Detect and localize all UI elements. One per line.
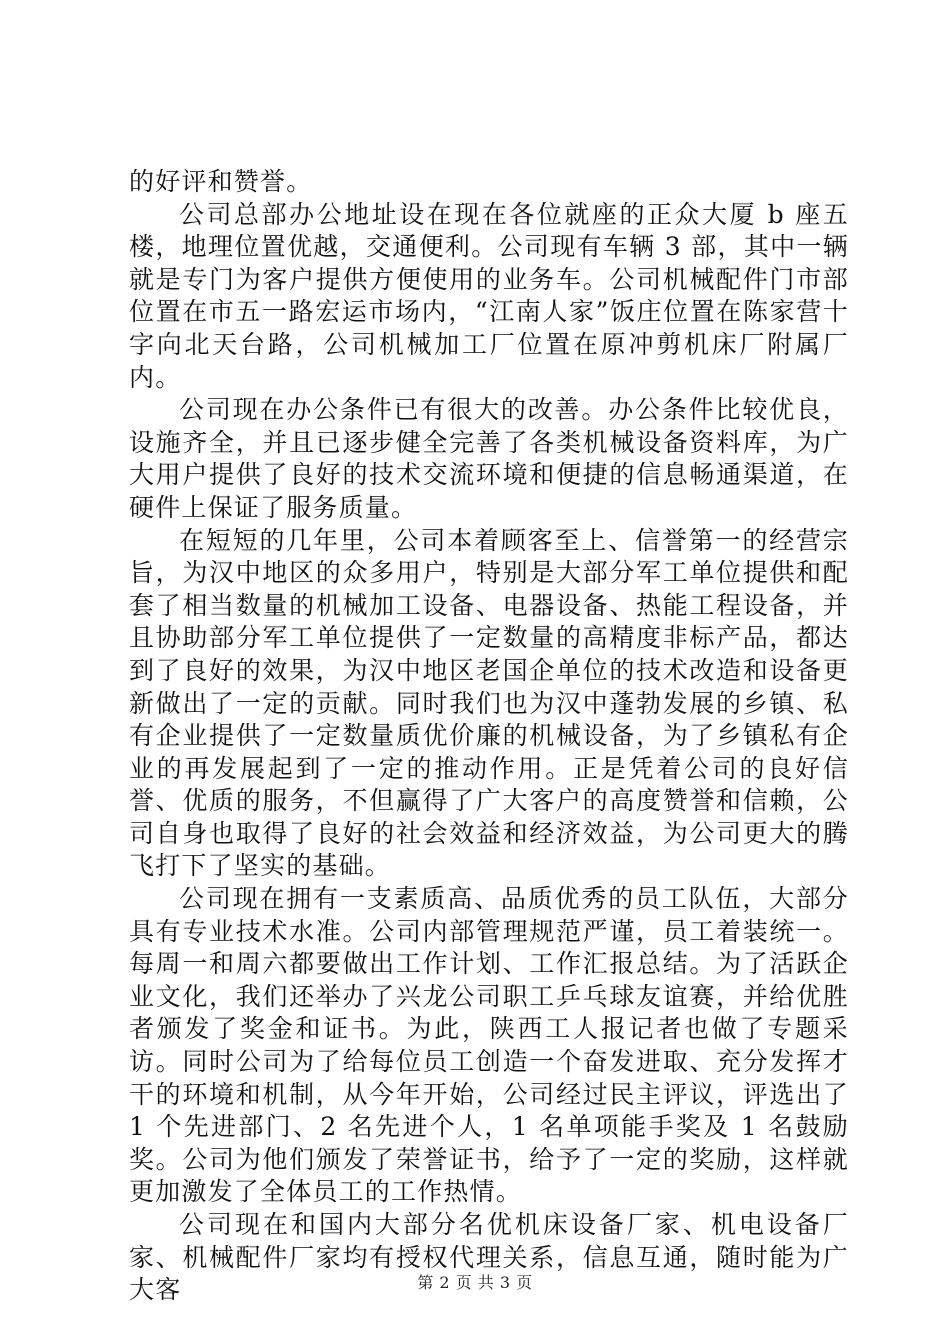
body-text <box>129 166 849 1307</box>
page-number-footer: 第 2 页 共 3 页 <box>417 1273 533 1292</box>
paragraph-office-conditions: 公司现在办公条件已有很大的改善。办公条件比较优良，设施齐全，并且已逐步健全完善了各类机械设备资料库，为广大用户提供了良好的技术交流环境和便捷的信息畅通渠道，在硬件上保证了服务质量。 <box>129 395 849 522</box>
paragraph-staff: 公司现在拥有一支素质高、品质优秀的员工队伍，大部分具有专业技术水准。公司内部管理规范严谨，员工着装统一。每周一和周六都要做出工作计划、工作汇报总结。为了活跃企业文化，我们还举办了兴龙公司职工乒乓球友谊赛，并给优胜者颁发了奖金和证书。为此，陕西工人报记者也做了专题采访。同时公司为了给每位员工创造一个奋发进取、充分发挥才干的环境和机制，从今年开始，公司经过民主评议，评选出了 1 个先进部门、2 名先进个人，1 名单项能手奖及 1 名鼓励奖。公司为他们颁发了荣誉证书，给予了一定的奖励，这样就更加激发了全体员工的工作热情。 <box>129 884 849 1207</box>
paragraph-continuation: 的好评和赞誉。 <box>129 167 313 196</box>
paragraph-partners: 公司现在和国内大部分名优机床设备厂家、机电设备厂家、机械配件厂家均有授权代理关系，信息互通，随时能为广大客 <box>129 1210 849 1305</box>
paragraph-office-location: 公司总部办公地址设在现在各位就座的正众大厦 b 座五楼，地理位置优越，交通便利。公司现有车辆 3 部，其中一辆就是专门为客户提供方便使用的业务车。公司机械配件门市部位置在市五一路宏运市场内，“江南人家”饭庄位置在陈家营十字向北天台路，公司机械加工厂位置在原冲剪机床厂附属厂内。 <box>129 199 849 392</box>
paragraph-achievements: 在短短的几年里，公司本着顾客至上、信誉第一的经营宗旨，为汉中地区的众多用户，特别是大部分军工单位提供和配套了相当数量的机械加工设备、电器设备、热能工程设备，并且协助部分军工单位提供了一定数量的高精度非标产品，都达到了良好的效果，为汉中地区老国企单位的技术改造和设备更新做出了一定的贡献。同时我们也为汉中蓬勃发展的乡镇、私有企业提供了一定数量质优价廉的机械设备，为了乡镇私有企业的再发展起到了一定的推动作用。正是凭着公司的良好信誉、优质的服务，不但赢得了广大客户的高度赞誉和信赖，公司自身也取得了良好的社会效益和经济效益，为公司更大的腾飞打下了坚实的基础。 <box>129 525 849 881</box>
